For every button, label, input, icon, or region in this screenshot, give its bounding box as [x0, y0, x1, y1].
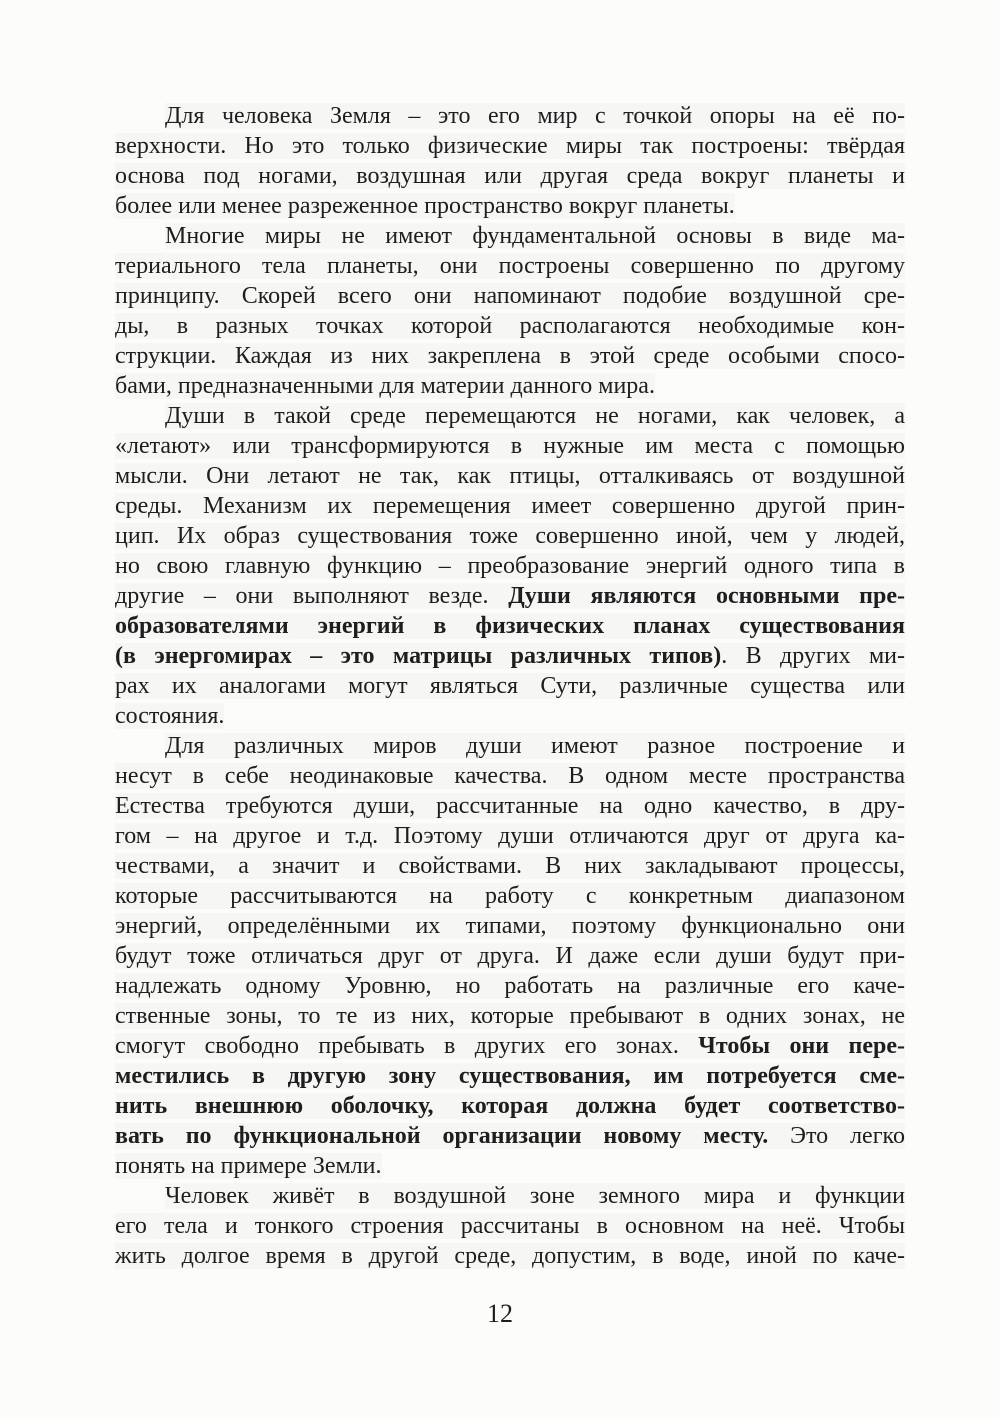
text-run: Души в такой среде перемещаются не ногами, как человек, а: [165, 403, 905, 429]
text-run: но свою главную функцию – преобразование энергий одного типа в: [115, 553, 905, 579]
text-run: основа под ногами, воздушная или другая среда вокруг планеты и: [115, 163, 905, 189]
text-run: гом – на другое и т.д. Поэтому души отличаются друг от друга ка-: [115, 823, 905, 849]
bold-text-run: нить внешнюю оболочку, которая должна будет соответство-: [115, 1093, 905, 1119]
text-line: [115, 461, 905, 491]
text-run: будут тоже отличаться друг от друга. И даже если души будут при-: [115, 943, 905, 969]
text-line: [115, 611, 905, 641]
text-line: [115, 161, 905, 191]
text-run: энергий, определёнными их типами, поэтому функционально они: [115, 913, 905, 939]
text-line: [115, 1151, 905, 1181]
text-run: Многие миры не имеют фундаментальной основы в виде ма-: [165, 223, 905, 249]
text-line: [115, 281, 905, 311]
text-run: . В других ми-: [721, 643, 905, 669]
text-line: [115, 191, 905, 221]
paragraph: [115, 221, 905, 401]
text-run: жить долгое время в другой среде, допустим, в воде, иной по каче-: [115, 1243, 905, 1269]
text-line: [115, 1181, 905, 1211]
text-run: цип. Их образ существования тоже совершенно иной, чем у людей,: [115, 523, 905, 549]
text-line: [115, 1001, 905, 1031]
text-run: ственные зоны, то те из них, которые пребывают в одних зонах, не: [115, 1003, 905, 1029]
bold-text-run: вать по функциональной организации новому месту.: [115, 1123, 769, 1149]
text-line: [115, 221, 905, 251]
text-run: чествами, а значит и свойствами. В них закладывают процессы,: [115, 853, 905, 879]
paragraph: [115, 1181, 905, 1271]
text-line: [115, 1031, 905, 1061]
text-line: [115, 761, 905, 791]
text-run: териального тела планеты, они построены совершенно по другому: [115, 253, 905, 279]
text-line: [115, 1091, 905, 1121]
text-run: Для различных миров души имеют разное построение и: [165, 733, 905, 759]
text-run: бами, предназначенными для материи данного мира.: [115, 373, 655, 399]
text-run: надлежать одному Уровню, но работать на различные его каче-: [115, 973, 905, 999]
text-line: [115, 311, 905, 341]
paragraph: [115, 731, 905, 1181]
paragraph: [115, 101, 905, 221]
text-line: [115, 821, 905, 851]
text-line: [115, 341, 905, 371]
text-run: состояния.: [115, 703, 225, 729]
text-run: мысли. Они летают не так, как птицы, отталкиваясь от воздушной: [115, 463, 905, 489]
text-line: [115, 641, 905, 671]
text-run: Естества требуются души, рассчитанные на одно качество, в дру-: [115, 793, 905, 819]
text-run: другие – они выполняют везде.: [115, 583, 509, 609]
text-line: [115, 881, 905, 911]
text-run: рах их аналогами могут являться Сути, различные существа или: [115, 673, 905, 699]
text-line: [115, 431, 905, 461]
text-line: [115, 401, 905, 431]
text-run: которые рассчитываются на работу с конкретным диапазоном: [115, 883, 905, 909]
text-run: понять на примере Земли.: [115, 1153, 382, 1179]
bold-text-run: (в энергомирах – это матрицы различных типов): [115, 643, 722, 669]
text-line: [115, 941, 905, 971]
text-line: [115, 971, 905, 1001]
text-line: [115, 791, 905, 821]
text-line: [115, 851, 905, 881]
text-run: Это легко: [768, 1123, 905, 1149]
text-line: [115, 1241, 905, 1271]
text-run: Для человека Земля – это его мир с точкой опоры на её по-: [165, 103, 905, 129]
text-run: струкции. Каждая из них закреплена в этой среде особыми спосо-: [115, 343, 905, 369]
text-line: [115, 1061, 905, 1091]
text-run: смогут свободно пребывать в других его зонах.: [115, 1033, 699, 1059]
text-run: «летают» или трансформируются в нужные им места с помощью: [115, 433, 905, 459]
text-line: [115, 251, 905, 281]
text-run: верхности. Но это только физические миры так построены: твёрдая: [115, 133, 905, 159]
text-run: Человек живёт в воздушной зоне земного мира и функции: [165, 1183, 905, 1209]
text-line: [115, 1211, 905, 1241]
text-line: [115, 671, 905, 701]
text-run: более или менее разреженное пространство вокруг планеты.: [115, 193, 735, 219]
text-line: [115, 911, 905, 941]
page-number: 12: [487, 1299, 513, 1328]
text-line: [115, 551, 905, 581]
bold-text-run: образователями энергий в физических планах существования: [115, 613, 905, 639]
text-run: его тела и тонкого строения рассчитаны в основном на неё. Чтобы: [115, 1213, 905, 1239]
text-line: [115, 521, 905, 551]
paragraph: [115, 401, 905, 731]
text-line: [115, 101, 905, 131]
text-line: [115, 131, 905, 161]
bold-text-run: Души являются основными пре-: [508, 583, 905, 609]
text-run: среды. Механизм их перемещения имеет совершенно другой прин-: [115, 493, 905, 519]
text-run: принципу. Скорей всего они напоминают подобие воздушной сре-: [115, 283, 905, 309]
text-line: [115, 581, 905, 611]
text-line: [115, 701, 905, 731]
text-line: [115, 371, 905, 401]
bold-text-run: местились в другую зону существования, им потребуется сме-: [115, 1063, 905, 1089]
text-line: [115, 491, 905, 521]
text-line: [115, 1121, 905, 1151]
text-line: [115, 731, 905, 761]
text-run: несут в себе неодинаковые качества. В одном месте пространства: [115, 763, 905, 789]
text-run: ды, в разных точках которой располагаются необходимые кон-: [115, 313, 905, 339]
bold-text-run: Чтобы они пере-: [698, 1033, 905, 1059]
